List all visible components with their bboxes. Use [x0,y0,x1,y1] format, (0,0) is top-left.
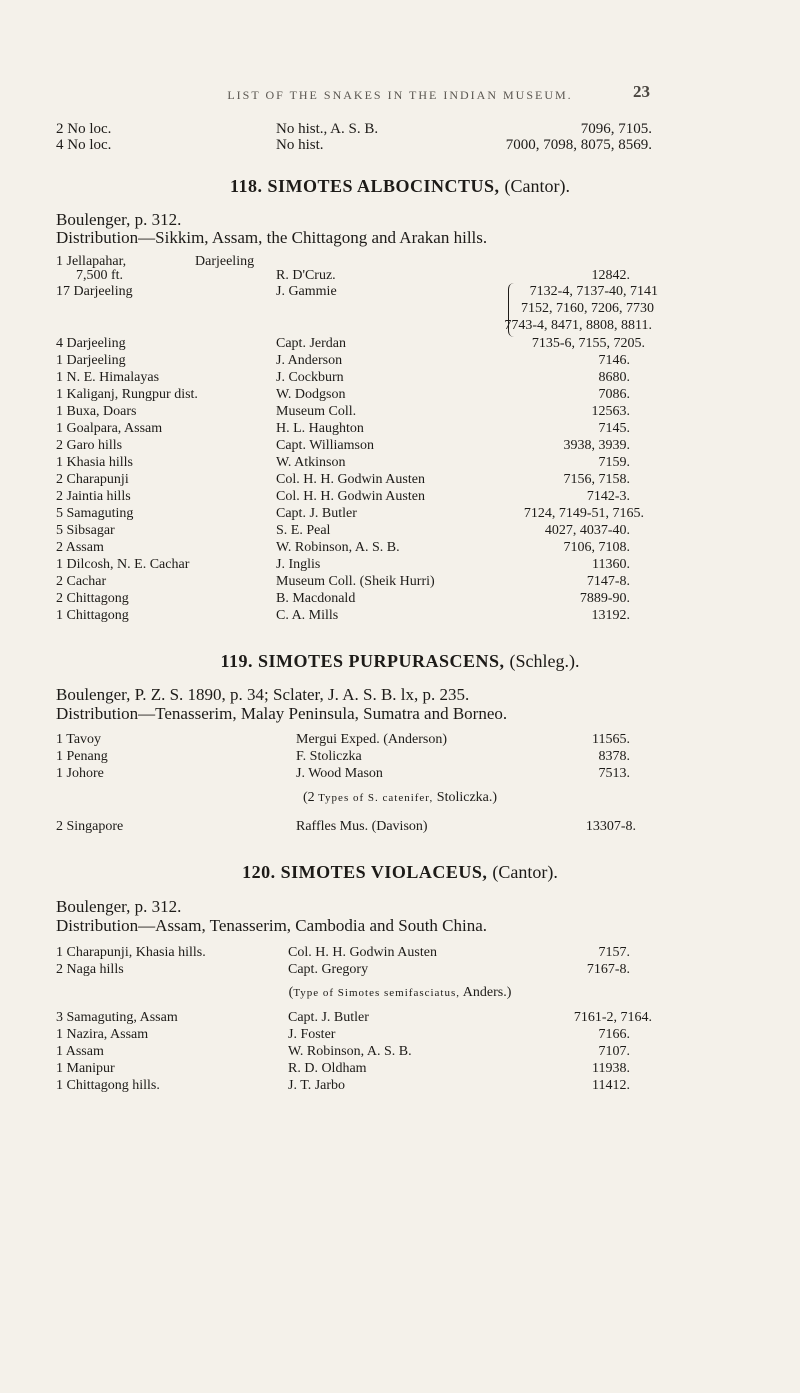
table-row [0,818,800,835]
register-number: 4027, 4037-40. [544,523,630,538]
register-number: 7106, 7108. [563,540,630,555]
locality: 1 Manipur [56,1061,115,1076]
table-row [0,471,800,488]
species-heading-120 [0,862,800,883]
collector: W. Robinson, A. S. B. [276,540,400,555]
register-number: 13307-8. [585,819,636,834]
collector: Museum Coll. [276,404,357,419]
locality: 4 Darjeeling [56,336,126,351]
collector: J. Gammie [276,284,337,299]
register-number: 11565. [592,732,630,747]
register-number: 8680. [598,370,630,385]
register-number: 7743-4, 8471, 8808, 8811. [504,318,652,333]
locality: 5 Sibsagar [56,523,115,538]
species-author: (Schleg.). [509,651,580,671]
collector: Capt. J. Butler [276,506,357,521]
table-row [0,590,800,607]
collector: No hist. [276,137,324,153]
register-number: 13192. [591,608,630,623]
locality: 5 Samaguting [56,506,134,521]
register-number: 7889-90. [579,591,630,606]
locality: 1 Tavoy [56,732,102,747]
locality: 1 N. E. Himalayas [56,370,160,385]
collector: J. Cockburn [276,370,344,385]
table-row [0,1077,800,1094]
collector: Col. H. H. Godwin Austen [276,489,425,504]
table-row [0,454,800,471]
register-number: 11412. [592,1078,630,1093]
locality: 4 No loc. [56,137,112,153]
table-row [0,420,800,437]
note-author: Anders.) [460,985,512,1000]
table-row [0,300,800,317]
locality: 2 Cachar [56,574,107,589]
locality: 2 No loc. [56,121,112,137]
table-row [0,386,800,403]
collector: B. Macdonald [276,591,356,606]
table-row [0,573,800,590]
locality: 1 Jellapahar, [56,254,127,269]
table-row [0,283,800,300]
note-author: Stoliczka.) [433,790,498,805]
collector: F. Stoliczka [296,749,362,764]
register-number: 8378. [598,749,630,764]
locality: 3 Samaguting, Assam [56,1010,178,1025]
register-number: 7142-3. [586,489,630,504]
register-number: 7145. [598,421,630,436]
collector: Raffles Mus. (Davison) [296,819,428,834]
table-row [0,369,800,386]
locality: 17 Darjeeling [56,284,133,299]
table-row [0,352,800,369]
register-number: 11938. [592,1061,630,1076]
locality: 2 Chittagong [56,591,129,606]
locality: 1 Chittagong [56,608,129,623]
locality: 1 Nazira, Assam [56,1027,149,1042]
register-number: 7152, 7160, 7206, 7730 [521,301,654,316]
species-heading-119 [0,651,800,672]
table-row [0,731,800,748]
collector: R. D. Oldham [288,1061,367,1076]
locality: 1 Kaliganj, Rungpur dist. [56,387,198,402]
locality: 1 Darjeeling [56,353,126,368]
collector: No hist., A. S. B. [276,121,379,137]
table-row [0,961,800,978]
species-name: 119. SIMOTES PURPURASCENS, [220,651,505,671]
register-number: 7135-6, 7155, 7205. [531,336,645,351]
collector: J. Foster [288,1027,336,1042]
table-row [0,121,800,138]
collector: Museum Coll. (Sheik Hurri) [276,574,435,589]
register-number: 11360. [592,557,630,572]
table-row [0,556,800,573]
collector: Capt. Williamson [276,438,374,453]
collector: Capt. Jerdan [276,336,346,351]
distribution: Distribution—Assam, Tenasserim, Cambodia and South China. [56,916,488,935]
register-number: 7159. [598,455,630,470]
collector: Col. H. H. Godwin Austen [276,472,425,487]
table-row [0,522,800,539]
collector: S. E. Peal [276,523,331,538]
running-head: LIST OF THE SNAKES IN THE INDIAN MUSEUM. [227,88,573,102]
collector: H. L. Haughton [276,421,364,436]
table-row [0,317,800,334]
locality: 1 Buxa, Doars [56,404,137,419]
register-number: 7166. [598,1027,630,1042]
distribution: Distribution—Sikkim, Assam, the Chittagong and Arakan hills. [56,228,488,247]
table-row [0,488,800,505]
collector: W. Dodgson [276,387,346,402]
collector: W. Robinson, A. S. B. [288,1044,412,1059]
species-name: 118. SIMOTES ALBOCINCTUS, [229,176,500,196]
register-number: 7161-2, 7164. [573,1010,652,1025]
collector: W. Atkinson [276,455,346,470]
register-number: 7000, 7098, 8075, 8569. [505,137,652,153]
species-author: (Cantor). [492,862,558,882]
collector: R. D'Cruz. [276,268,336,283]
locality: 2 Charapunji [56,472,129,487]
table-row [0,505,800,522]
collector: Mergui Exped. (Anderson) [296,732,447,747]
note-open: ( [288,985,294,1000]
register-number: 7156, 7158. [563,472,630,487]
table-row [0,944,800,961]
locality: 1 Dilcosh, N. E. Cachar [56,557,190,572]
type-note [0,790,800,806]
table-row [0,1060,800,1077]
locality-region: Darjeeling [195,254,255,269]
note-types: Type of Simotes semifasciatus, [293,987,461,999]
register-number: 7132-4, 7137-40, 7141 [529,284,658,299]
page-number: 23 [633,82,650,101]
table-row [0,539,800,556]
species-name: 120. SIMOTES VIOLACEUS, [242,862,488,882]
collector: J. T. Jarbo [288,1078,346,1093]
register-number: 7096, 7105. [580,121,652,137]
table-row [0,1043,800,1060]
table-row [0,403,800,420]
locality: 1 Chittagong hills. [56,1078,160,1093]
register-number: 7147-8. [586,574,630,589]
locality: 1 Khasia hills [56,455,133,470]
note-types: Types of S. catenifer, [318,792,434,804]
collector: C. A. Mills [276,608,339,623]
collector: J. Wood Mason [296,766,383,781]
table-row [0,765,800,782]
collector: Capt. J. Butler [288,1010,369,1025]
register-number: 7086. [598,387,630,402]
table-row [0,137,800,154]
locality: 1 Goalpara, Assam [56,421,163,436]
reference: Boulenger, p. 312. [56,897,182,916]
species-author: (Cantor). [504,176,571,196]
register-number: 7146. [598,353,630,368]
locality: 2 Singapore [56,819,124,834]
table-row [0,1009,800,1026]
reference: Boulenger, p. 312. [56,210,182,229]
register-number: 3938, 3939. [563,438,630,453]
table-row [0,267,800,284]
register-number: 7513. [598,766,630,781]
note-open: (2 [302,790,319,805]
register-number: 7124, 7149-51, 7165. [523,506,644,521]
locality: 2 Garo hills [56,438,123,453]
register-number: 7157. [598,945,630,960]
table-row [0,748,800,765]
register-number: 7167-8. [586,962,630,977]
collector: J. Inglis [276,557,321,572]
locality: 1 Assam [56,1044,104,1059]
collector: Capt. Gregory [288,962,369,977]
species-heading-118 [0,176,800,197]
table-row [0,437,800,454]
locality: 1 Johore [56,766,104,781]
locality: 2 Naga hills [56,962,124,977]
locality: 2 Assam [56,540,104,555]
register-number: 12563. [591,404,630,419]
type-note [0,985,800,1001]
register-number: 12842. [591,268,630,283]
locality: 1 Penang [56,749,108,764]
table-row [0,607,800,624]
locality: 2 Jaintia hills [56,489,131,504]
table-row [0,335,800,352]
locality-altitude: 7,500 ft. [76,268,124,283]
reference: Boulenger, P. Z. S. 1890, p. 34; Sclater, J. A. S. B. lx, p. 235. [56,685,470,704]
locality: 1 Charapunji, Khasia hills. [56,945,206,960]
collector: J. Anderson [276,353,343,368]
distribution: Distribution—Tenasserim, Malay Peninsula, Sumatra and Borneo. [56,704,508,723]
register-number: 7107. [598,1044,630,1059]
collector: Col. H. H. Godwin Austen [288,945,437,960]
table-row [0,1026,800,1043]
